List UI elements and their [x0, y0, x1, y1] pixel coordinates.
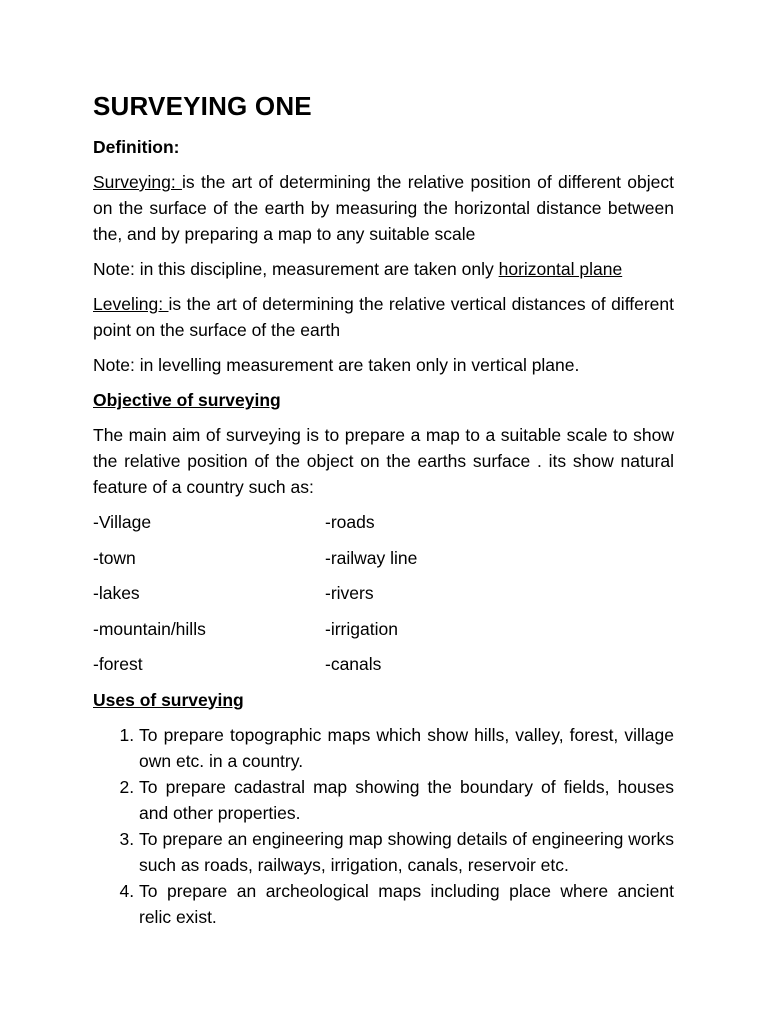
note-horizontal-text: Note: in this discipline, measurement are taken only [93, 259, 499, 279]
feature-item: -lakes [93, 583, 140, 603]
feature-row [93, 651, 674, 687]
objective-text: The main aim of surveying is to prepare a map to a suitable scale to show the relative position of the object on the earths surface . its show natural feature of a country such as: [93, 425, 674, 497]
note-vertical: Note: in levelling measurement are taken only in vertical plane. [93, 355, 580, 375]
leveling-term: Leveling: [93, 294, 169, 314]
feature-row [93, 545, 674, 581]
uses-list [93, 722, 674, 930]
feature-item: -roads [325, 512, 375, 532]
feature-item: -forest [93, 654, 143, 674]
leveling-definition [93, 291, 674, 343]
uses-list-item: 3. To prepare an engineering map showing details of engineering works such as roads, railways, irrigation, canals, reservoir etc. [139, 826, 674, 878]
leveling-text: is the art of determining the relative vertical distances of different point on the surface of the earth [93, 294, 674, 340]
uses-list-item: 2. To prepare cadastral map showing the boundary of fields, houses and other properties. [139, 774, 674, 826]
feature-item: -canals [325, 654, 382, 674]
feature-row [93, 616, 674, 652]
feature-row [93, 580, 674, 616]
document-title: SURVEYING ONE [93, 91, 312, 121]
document-body [93, 88, 674, 930]
note-horizontal [93, 256, 674, 282]
definition-heading: Definition: [93, 137, 180, 157]
feature-item: -rivers [325, 583, 374, 603]
uses-list-item: 1. To prepare topographic maps which show hills, valley, forest, village own etc. in a country. [139, 722, 674, 774]
feature-item: -irrigation [325, 618, 398, 639]
uses-list-item: 4. To prepare an archeological maps including place where ancient relic exist. [139, 878, 674, 930]
objective-heading: Objective of surveying [93, 390, 281, 410]
feature-item: -town [93, 547, 136, 568]
surveying-text: is the art of determining the relative position of different object on the surface of the earth by measuring the horizontal distance between the, and by preparing a map to any suitable scale [93, 172, 674, 244]
note-horizontal-underlined: horizontal plane [498, 259, 623, 279]
surveying-definition [93, 169, 674, 247]
uses-heading: Uses of surveying [93, 689, 244, 710]
feature-item: -mountain/hills [93, 618, 206, 639]
features-list [93, 509, 674, 687]
feature-item: -Village [93, 512, 152, 532]
feature-item: -railway line [325, 547, 418, 568]
feature-row [93, 509, 674, 545]
surveying-term: Surveying: [93, 172, 183, 192]
